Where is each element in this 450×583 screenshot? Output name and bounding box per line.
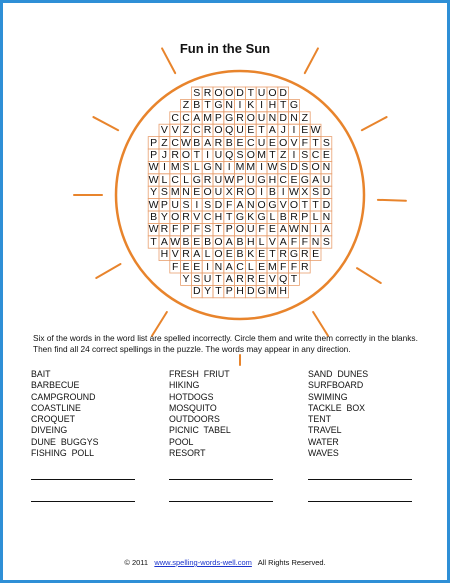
grid-letter[interactable]: W — [170, 235, 181, 248]
grid-letter[interactable]: D — [214, 198, 223, 211]
grid-letter[interactable]: B — [150, 211, 158, 223]
grid-letter[interactable]: B — [193, 136, 201, 149]
grid-letter[interactable]: N — [290, 111, 298, 124]
grid-letter[interactable]: U — [322, 173, 331, 186]
grid-letter[interactable]: C — [171, 173, 179, 186]
grid-letter[interactable]: K — [247, 211, 255, 223]
grid-letter[interactable]: G — [289, 248, 299, 261]
grid-letter[interactable]: G — [225, 111, 234, 124]
grid-letter[interactable]: I — [238, 99, 242, 112]
grid-letter[interactable]: E — [193, 186, 201, 199]
grid-letter[interactable]: T — [290, 273, 298, 285]
answer-blank[interactable] — [31, 501, 135, 502]
grid-letter[interactable]: J — [161, 149, 168, 161]
grid-letter[interactable]: I — [206, 149, 210, 161]
grid-letter[interactable]: R — [290, 211, 298, 223]
grid-letter[interactable]: L — [247, 260, 254, 273]
grid-letter[interactable]: N — [214, 260, 223, 273]
website-link[interactable]: www.spelling-words-well.com — [154, 558, 252, 567]
grid-letter[interactable]: V — [193, 211, 201, 223]
word-list-item: MOSQUITO — [169, 402, 217, 413]
grid-letter[interactable]: I — [281, 186, 285, 199]
answer-blank[interactable] — [169, 501, 273, 502]
grid-letter[interactable]: G — [257, 211, 266, 223]
grid-letter[interactable]: S — [301, 161, 309, 174]
grid-letter[interactable]: W — [148, 198, 159, 211]
grid-letter[interactable]: H — [160, 248, 169, 261]
grid-letter[interactable]: C — [311, 149, 320, 161]
grid-letter[interactable]: M — [203, 111, 212, 124]
grid-letter[interactable]: S — [279, 161, 287, 174]
grid-letter[interactable]: H — [268, 173, 277, 186]
grid-letter[interactable]: U — [214, 186, 223, 199]
grid-letter[interactable]: M — [246, 161, 256, 174]
grid-letter[interactable]: U — [214, 149, 223, 161]
grid-letter[interactable]: O — [257, 198, 266, 211]
grid-letter[interactable]: U — [203, 273, 212, 285]
grid-letter[interactable]: A — [160, 235, 168, 248]
grid-letter[interactable]: E — [268, 223, 276, 236]
grid-letter[interactable]: O — [311, 161, 320, 174]
grid-letter[interactable]: F — [301, 235, 308, 248]
grid-letter[interactable]: T — [215, 273, 222, 285]
grid-letter[interactable]: R — [236, 273, 244, 285]
grid-letter[interactable]: M — [268, 260, 277, 273]
grid-letter[interactable]: F — [193, 223, 200, 236]
grid-letter[interactable]: S — [312, 186, 320, 199]
grid-letter[interactable]: E — [258, 248, 266, 261]
grid-letter[interactable]: J — [280, 124, 286, 137]
word-list-item: TACKLE BOX — [308, 402, 366, 413]
grid-letter[interactable]: B — [182, 235, 190, 248]
grid-letter[interactable]: G — [257, 173, 266, 186]
grid-letter[interactable]: F — [290, 235, 298, 248]
grid-letter[interactable]: A — [225, 273, 233, 285]
word-list-item: FRESH FRIUT — [169, 369, 230, 379]
grid-letter[interactable]: S — [193, 87, 201, 99]
grid-letter[interactable]: C — [203, 211, 212, 223]
answer-blank[interactable] — [169, 479, 273, 480]
word-list-item: SAND DUNES — [308, 369, 369, 379]
grid-letter[interactable]: B — [204, 235, 212, 248]
grid-letter[interactable]: C — [246, 136, 255, 149]
word-list-item: HIKING — [169, 380, 200, 391]
word-list-item: BAIT — [31, 369, 51, 379]
grid-letter[interactable]: G — [214, 99, 223, 112]
rights-text: All Rights Reserved. — [257, 558, 326, 567]
grid-letter[interactable]: R — [236, 111, 244, 124]
grid-letter[interactable]: B — [236, 248, 244, 261]
grid-letter[interactable]: O — [214, 124, 223, 137]
grid-letter[interactable]: S — [204, 223, 212, 236]
grid-letter[interactable]: A — [225, 260, 233, 273]
grid-letter[interactable]: R — [300, 260, 309, 273]
grid-letter[interactable]: E — [182, 260, 190, 273]
grid-letter[interactable]: I — [162, 161, 166, 174]
grid-letter[interactable]: Z — [301, 111, 308, 124]
grid-letter[interactable]: G — [192, 173, 201, 186]
grid-letter[interactable]: R — [203, 173, 212, 186]
grid-letter[interactable]: N — [268, 111, 277, 124]
grid-letter[interactable]: K — [247, 248, 255, 261]
grid-letter[interactable]: U — [257, 111, 266, 124]
grid-letter[interactable]: A — [225, 235, 233, 248]
grid-letter[interactable]: V — [290, 136, 298, 149]
grid-letter[interactable]: V — [171, 248, 179, 261]
grid-letter[interactable]: Y — [160, 211, 168, 223]
grid-letter[interactable]: O — [246, 149, 255, 161]
grid-letter[interactable]: H — [268, 99, 277, 112]
grid-letter[interactable]: R — [182, 248, 190, 261]
grid-letter[interactable]: O — [235, 223, 245, 236]
grid-letter[interactable]: P — [150, 149, 158, 161]
grid-letter[interactable]: G — [289, 99, 299, 112]
grid-letter[interactable]: P — [225, 285, 233, 298]
grid-letter[interactable]: D — [322, 186, 331, 199]
grid-letter[interactable]: I — [260, 186, 264, 199]
grid-letter[interactable]: Z — [161, 136, 168, 149]
grid-letter[interactable]: D — [290, 161, 298, 174]
grid-letter[interactable]: O — [289, 198, 299, 211]
word-list-item: DUNE BUGGYS — [31, 436, 99, 447]
grid-letter[interactable]: P — [160, 198, 168, 211]
grid-letter[interactable]: U — [171, 198, 179, 211]
grid-letter[interactable]: C — [279, 173, 287, 186]
grid-letter[interactable]: N — [182, 186, 190, 199]
grid-letter[interactable]: V — [268, 235, 276, 248]
grid-letter[interactable]: S — [322, 136, 330, 149]
grid-letter[interactable]: W — [310, 124, 321, 137]
grid-letter[interactable]: D — [236, 87, 244, 99]
grid-letter[interactable]: E — [258, 273, 266, 285]
grid-letter[interactable]: N — [322, 211, 331, 223]
grid-letter[interactable]: I — [292, 124, 296, 137]
grid-letter[interactable]: V — [160, 124, 168, 137]
grid-letter[interactable]: W — [148, 223, 159, 236]
grid-letter[interactable]: P — [182, 223, 190, 236]
grid-letter[interactable]: I — [206, 260, 210, 273]
grid-letter[interactable]: A — [193, 111, 201, 124]
grid-letter[interactable]: E — [322, 149, 330, 161]
grid-letter[interactable]: E — [236, 136, 244, 149]
grid-letter[interactable]: R — [236, 186, 244, 199]
answer-blank[interactable] — [308, 479, 412, 480]
grid-letter[interactable]: U — [246, 173, 255, 186]
grid-letter[interactable]: T — [215, 223, 222, 236]
grid-letter[interactable]: G — [300, 173, 309, 186]
grid-letter[interactable]: F — [171, 260, 179, 273]
grid-letter[interactable]: M — [170, 186, 180, 199]
grid-letter[interactable]: S — [204, 198, 212, 211]
grid-letter[interactable]: A — [204, 136, 212, 149]
grid-letter[interactable]: N — [322, 161, 331, 174]
grid-letter[interactable]: P — [150, 136, 158, 149]
grid-letter[interactable]: T — [312, 136, 319, 149]
grid-letter[interactable]: R — [203, 124, 212, 137]
grid-letter[interactable]: E — [225, 248, 233, 261]
grid-letter[interactable]: L — [193, 161, 200, 174]
grid-letter[interactable]: A — [279, 235, 287, 248]
grid-letter[interactable]: B — [193, 99, 201, 112]
word-list-item: FISHING POLL — [31, 448, 95, 459]
sun-ray — [96, 264, 120, 278]
grid-letter[interactable]: O — [246, 186, 255, 199]
grid-letter[interactable]: T — [225, 211, 233, 223]
grid-letter[interactable]: U — [214, 173, 223, 186]
grid-letter[interactable]: U — [257, 87, 266, 99]
grid-letter[interactable]: T — [204, 99, 211, 112]
grid-letter[interactable]: G — [203, 161, 212, 174]
grid-letter[interactable]: I — [260, 99, 264, 112]
grid-letter[interactable]: N — [246, 198, 255, 211]
grid-letter[interactable]: A — [279, 223, 287, 236]
grid-letter[interactable]: F — [290, 260, 298, 273]
grid-letter[interactable]: M — [257, 149, 266, 161]
grid-letter[interactable]: F — [258, 223, 265, 236]
grid-letter[interactable]: E — [247, 124, 255, 137]
grid-letter[interactable]: W — [224, 173, 235, 186]
grid-letter[interactable]: I — [314, 223, 318, 236]
grid-letter[interactable]: D — [279, 111, 287, 124]
grid-letter[interactable]: I — [260, 161, 264, 174]
grid-letter[interactable]: S — [193, 273, 201, 285]
copyright-text: © 2011 — [124, 558, 149, 567]
grid-letter[interactable]: N — [300, 223, 309, 236]
grid-letter[interactable]: V — [171, 124, 179, 137]
sun-ray — [378, 200, 406, 201]
grid-letter[interactable]: O — [203, 186, 212, 199]
word-list-item: POOL — [169, 436, 194, 447]
grid-letter[interactable]: T — [193, 149, 200, 161]
grid-letter[interactable]: H — [236, 285, 244, 298]
grid-letter[interactable]: D — [246, 285, 255, 298]
grid-letter[interactable]: O — [181, 149, 191, 161]
grid-letter[interactable]: G — [268, 198, 277, 211]
grid-letter[interactable]: X — [301, 186, 309, 199]
word-list-item: DIVEING — [31, 425, 68, 436]
grid-letter[interactable]: Z — [182, 99, 190, 112]
grid-letter[interactable]: R — [203, 87, 212, 99]
grid-letter[interactable]: W — [289, 186, 299, 199]
grid-letter[interactable]: H — [214, 211, 223, 223]
grid-letter[interactable]: L — [183, 173, 189, 186]
grid-letter[interactable]: E — [193, 260, 201, 273]
grid-letter[interactable]: P — [236, 173, 244, 186]
grid-letter[interactable]: S — [182, 161, 190, 174]
footer — [3, 558, 447, 567]
grid-letter[interactable]: G — [235, 211, 245, 223]
grid-letter[interactable]: A — [322, 223, 330, 236]
grid-letter[interactable]: D — [322, 198, 331, 211]
grid-letter[interactable]: L — [258, 235, 265, 248]
grid-letter[interactable]: C — [171, 136, 179, 149]
grid-letter[interactable]: R — [160, 223, 169, 236]
grid-letter[interactable]: F — [301, 136, 308, 149]
grid-letter[interactable]: E — [193, 235, 201, 248]
sun-ray — [93, 117, 118, 130]
grid-letter[interactable]: Z — [279, 149, 287, 161]
grid-letter[interactable]: C — [182, 111, 190, 124]
grid-letter[interactable]: R — [182, 211, 190, 223]
word-list-item: TRAVEL — [308, 425, 342, 436]
grid-letter[interactable]: W — [148, 161, 159, 174]
grid-letter[interactable]: C — [236, 260, 244, 273]
grid-letter[interactable]: P — [301, 211, 309, 223]
word-list-column-3 — [308, 369, 368, 459]
grid-letter[interactable]: Y — [150, 186, 158, 199]
grid-letter[interactable]: M — [170, 161, 180, 174]
word-list-column-2 — [169, 369, 231, 459]
sun-ray — [362, 117, 387, 130]
grid-letter[interactable]: T — [258, 124, 265, 137]
grid-letter[interactable]: C — [192, 124, 201, 137]
grid-letter[interactable]: M — [268, 285, 277, 298]
grid-letter[interactable]: Q — [225, 149, 234, 161]
word-list-item: WAVES — [308, 448, 339, 459]
grid-letter[interactable]: Q — [225, 124, 234, 137]
answer-blank[interactable] — [31, 479, 135, 480]
page-title: Fun in the Sun — [179, 41, 271, 56]
grid-letter[interactable]: A — [312, 173, 320, 186]
grid-letter[interactable]: N — [225, 99, 233, 112]
word-list-item: WATER — [308, 436, 339, 447]
grid-letter[interactable]: Q — [279, 273, 288, 285]
grid-letter[interactable]: K — [247, 99, 255, 112]
grid-letter[interactable]: L — [161, 173, 168, 186]
grid-letter[interactable]: R — [246, 273, 255, 285]
grid-letter[interactable]: V — [268, 273, 276, 285]
grid-letter[interactable]: B — [268, 186, 276, 199]
grid-letter[interactable]: I — [227, 161, 231, 174]
grid-letter[interactable]: M — [235, 161, 245, 174]
grid-letter[interactable]: E — [301, 124, 309, 137]
word-list-item: CAMPGROUND — [31, 391, 96, 402]
grid-letter[interactable]: U — [236, 124, 244, 137]
grid-letter[interactable]: Y — [204, 285, 212, 298]
grid-letter[interactable]: O — [268, 87, 277, 99]
grid-letter[interactable]: T — [312, 198, 319, 211]
word-list-item: OUTDOORS — [169, 414, 220, 425]
grid-letter[interactable]: S — [322, 235, 330, 248]
grid-letter[interactable]: A — [193, 248, 201, 261]
grid-letter[interactable]: L — [204, 248, 211, 261]
grid-letter[interactable]: T — [150, 235, 157, 248]
grid-letter[interactable]: O — [171, 211, 180, 223]
grid-letter[interactable]: R — [171, 149, 179, 161]
grid-letter[interactable]: W — [148, 173, 159, 186]
grid-letter[interactable]: W — [181, 136, 191, 149]
word-list-item: CROQUET — [31, 414, 75, 425]
grid-letter[interactable]: A — [268, 124, 276, 137]
grid-letter[interactable]: T — [301, 198, 308, 211]
grid-letter[interactable]: F — [225, 198, 233, 211]
grid-letter[interactable]: P — [214, 111, 222, 124]
grid-letter[interactable]: V — [279, 198, 287, 211]
grid-letter[interactable]: B — [279, 211, 287, 223]
grid-letter[interactable]: R — [300, 248, 309, 261]
grid-letter[interactable]: L — [312, 211, 319, 223]
grid-letter[interactable]: X — [225, 186, 233, 199]
sun-ray — [357, 268, 381, 283]
grid-letter[interactable]: S — [182, 198, 190, 211]
grid-letter[interactable]: L — [269, 211, 276, 223]
grid-letter[interactable]: F — [171, 223, 179, 236]
grid-letter[interactable]: U — [257, 136, 266, 149]
grid-letter[interactable]: F — [279, 260, 287, 273]
grid-letter[interactable]: C — [171, 111, 179, 124]
word-list-item: COASTLINE — [31, 402, 81, 413]
grid-letter[interactable]: T — [269, 248, 276, 261]
grid-letter[interactable]: E — [312, 248, 320, 261]
grid-letter[interactable]: N — [311, 235, 320, 248]
word-list-column-1 — [31, 369, 98, 459]
grid-letter[interactable]: E — [290, 173, 298, 186]
grid-letter[interactable]: N — [214, 161, 223, 174]
grid-letter[interactable]: T — [215, 285, 222, 298]
grid-letter[interactable]: O — [214, 248, 223, 261]
instructions-text: Six of the words in the word list are spelled incorrectly. Circle them and write them correctly in the blanks. Then find all 24 correct spellings in the puzzle. The words may appear in any direction. — [33, 333, 418, 354]
grid-letter[interactable]: W — [289, 223, 299, 236]
grid-letter[interactable]: P — [225, 223, 233, 236]
grid-letter[interactable]: R — [214, 136, 223, 149]
grid-letter[interactable]: D — [192, 285, 201, 298]
grid-letter[interactable]: I — [292, 149, 296, 161]
grid-letter[interactable]: O — [246, 111, 255, 124]
grid-letter[interactable]: O — [214, 87, 223, 99]
word-list-item: SWIMING — [308, 391, 348, 402]
grid-letter[interactable]: T — [247, 87, 254, 99]
grid-letter[interactable]: S — [160, 186, 168, 199]
grid-letter[interactable]: H — [279, 285, 287, 298]
word-list-item: PICNIC TABEL — [169, 425, 231, 436]
word-list-item: BARBECUE — [31, 380, 80, 391]
grid-letter[interactable]: E — [268, 136, 276, 149]
grid-letter[interactable]: W — [267, 161, 278, 174]
word-list-item: SURFBOARD — [308, 380, 364, 391]
grid-letter[interactable]: R — [279, 248, 287, 261]
grid-letter[interactable]: B — [236, 235, 244, 248]
grid-letter[interactable]: T — [269, 149, 276, 161]
grid-letter[interactable]: B — [225, 136, 233, 149]
grid-letter[interactable]: D — [279, 87, 287, 99]
grid-letter[interactable]: A — [236, 198, 244, 211]
grid-letter[interactable]: O — [279, 136, 288, 149]
grid-letter[interactable]: I — [195, 198, 199, 211]
grid-letter[interactable]: U — [246, 223, 255, 236]
grid-letter[interactable]: Y — [182, 273, 190, 285]
grid-letter[interactable]: S — [301, 149, 309, 161]
grid-letter[interactable]: T — [279, 99, 287, 112]
grid-letter[interactable]: G — [257, 285, 266, 298]
word-list-item: HOTDOGS — [169, 391, 214, 402]
word-list-item: RESORT — [169, 448, 206, 459]
grid-letter[interactable]: S — [236, 149, 244, 161]
answer-blank[interactable] — [308, 501, 412, 502]
grid-letter[interactable]: Z — [182, 124, 190, 137]
grid-letter[interactable]: O — [214, 235, 223, 248]
word-list-item: TENT — [308, 414, 331, 425]
grid-letter[interactable]: E — [258, 260, 266, 273]
grid-letter[interactable]: H — [246, 235, 255, 248]
grid-letter[interactable]: O — [225, 87, 234, 99]
